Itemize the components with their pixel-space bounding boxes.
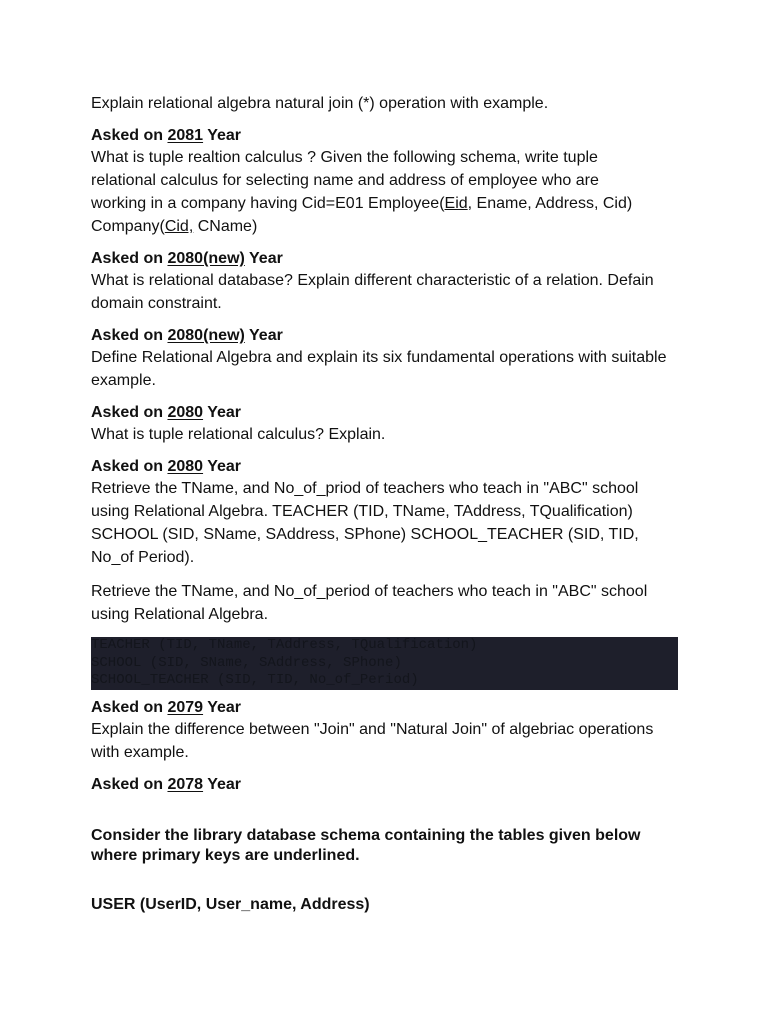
asked-year-heading: Asked on 2080(new) Year <box>91 327 283 344</box>
asked-year-heading: Asked on 2081 Year <box>91 127 242 144</box>
year-link: 2080 <box>167 458 204 475</box>
asked-year-heading: Asked on 2080(new) Year <box>91 250 283 267</box>
question-text: What is tuple realtion calculus ? Given the following schema, write tuple relational calculus for selecting name and address of employee who are working in a company having Cid=E01 Employee(Eid, Ename, Address, Cid) Company(Cid, CName) <box>91 149 633 235</box>
document-content <box>91 92 678 915</box>
asked-year-heading: Asked on 2080 Year <box>91 458 242 475</box>
schema-code-block <box>91 637 678 690</box>
code-line: SCHOOL_TEACHER (SID, TID, No_of_Period) <box>91 672 419 688</box>
question-text: Retrieve the TName, and No_of_priod of teachers who teach in "ABC" school using Relational Algebra. TEACHER (TID, TName, TAddress, TQualification) SCHOOL (SID, SName, SAddress, SPhone) SCHOOL_TEACHER (SID, TID, No_of Period). <box>91 480 639 566</box>
year-link: 2078 <box>167 775 204 793</box>
year-link: 2079 <box>167 698 204 716</box>
question-text: What is relational database? Explain different characteristic of a relation. Defain domain constraint. <box>91 272 654 312</box>
asked-year-heading: Asked on 2078 Year <box>91 775 242 793</box>
question-text: Define Relational Algebra and explain its six fundamental operations with suitable example. <box>91 349 667 389</box>
user-table-schema: USER (UserID, User_name, Address) <box>91 895 370 913</box>
year-link: 2080(new) <box>167 250 245 267</box>
library-schema-statement: Consider the library database schema containing the tables given below where primary keys are underlined. <box>91 826 641 864</box>
code-line: SCHOOL (SID, SName, SAddress, SPhone) <box>91 654 402 671</box>
asked-year-heading: Asked on 2079 Year <box>91 698 242 716</box>
year-link: 2081 <box>167 127 204 144</box>
code-line: TEACHER (TID, TName, TAddress, TQualification) <box>91 637 478 653</box>
question-text-extra: Retrieve the TName, and No_of_period of teachers who teach in "ABC" school using Relational Algebra. <box>91 583 648 623</box>
asked-year-heading: Asked on 2080 Year <box>91 404 242 421</box>
year-link: 2080 <box>167 404 204 421</box>
year-link: 2080(new) <box>167 327 245 344</box>
question-text: What is tuple relational calculus? Explain. <box>91 426 386 443</box>
question-text: Explain the difference between "Join" and "Natural Join" of algebriac operations with example. <box>91 720 654 761</box>
intro-question: Explain relational algebra natural join (*) operation with example. <box>91 95 549 112</box>
